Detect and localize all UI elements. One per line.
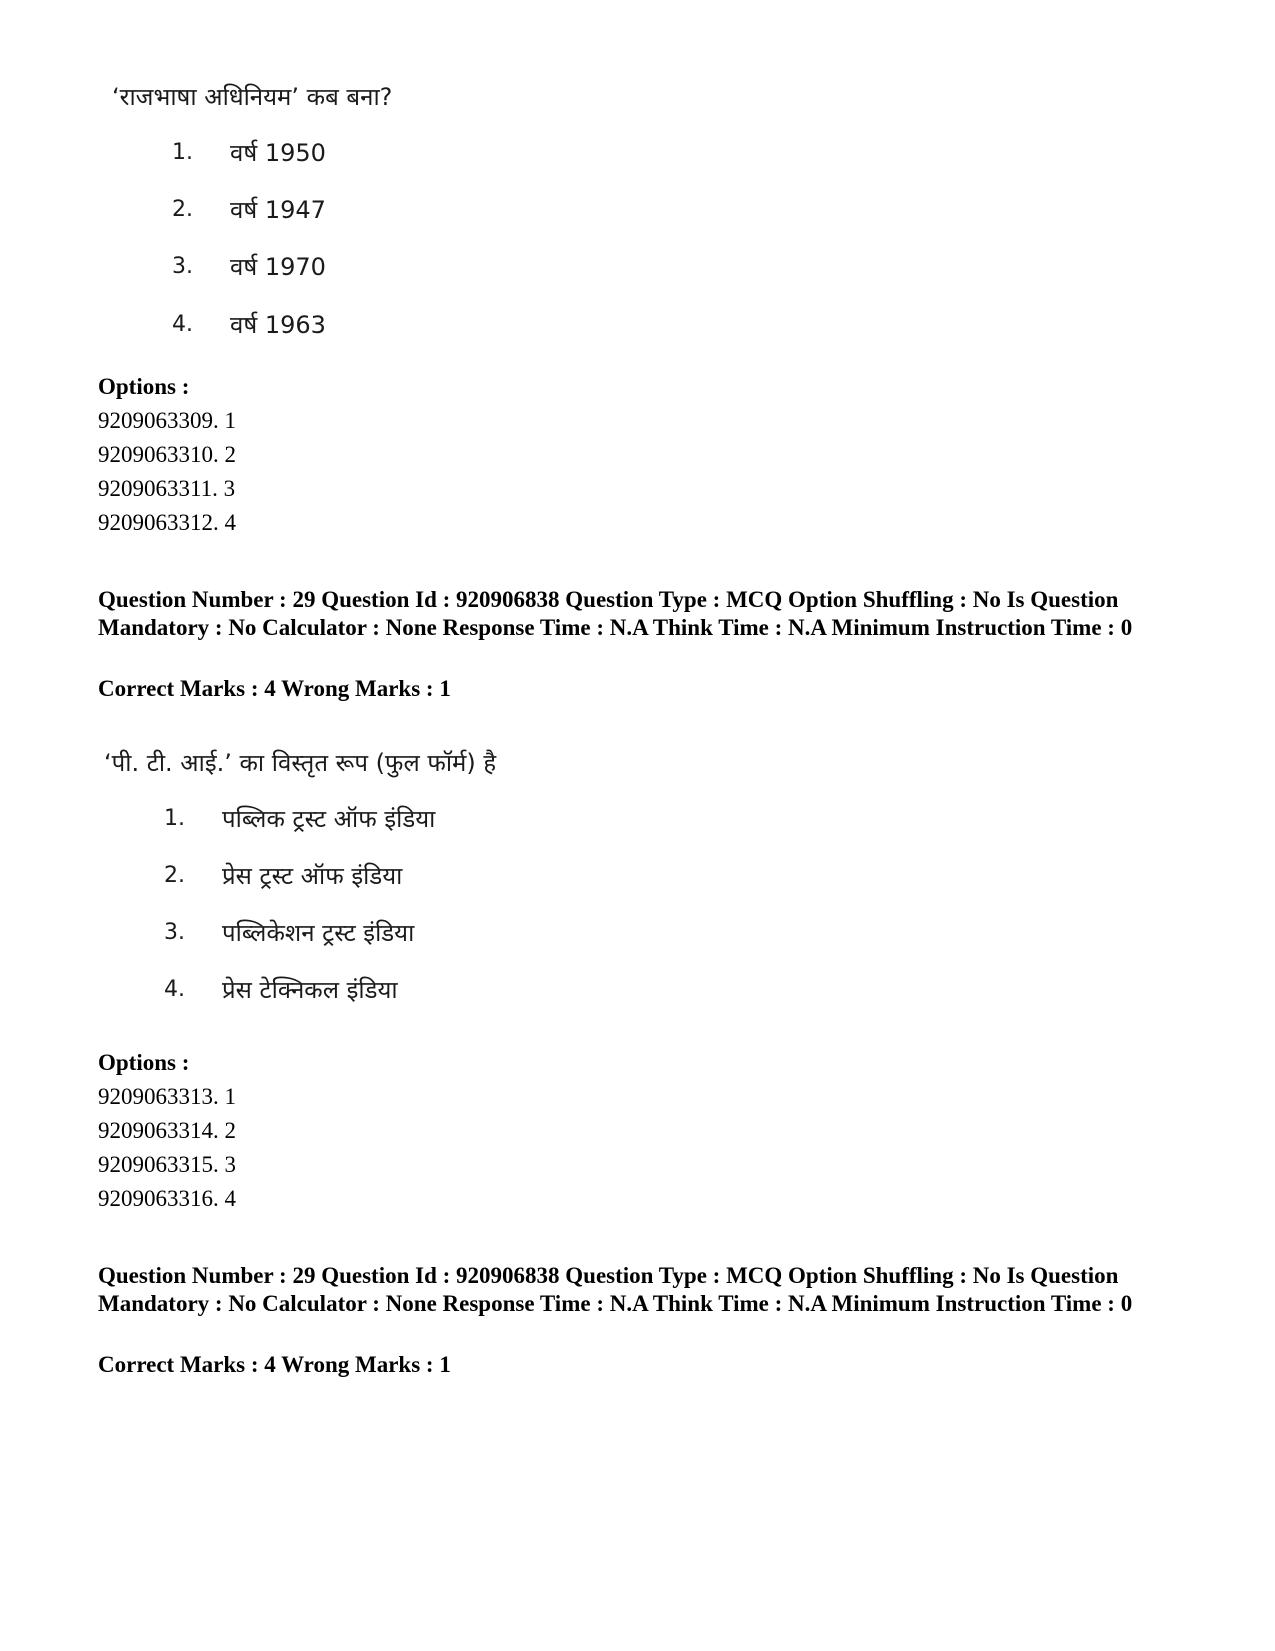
option-item: 9209063310. 2: [98, 442, 236, 467]
choice-text: वर्ष 1963: [230, 311, 326, 339]
option-item: 9209063311. 3: [98, 476, 236, 501]
marks-info: Correct Marks : 4 Wrong Marks : 1: [98, 1352, 451, 1377]
choice-item: [164, 916, 564, 950]
choice-text: वर्ष 1970: [230, 253, 326, 281]
option-item: 9209063316. 4: [98, 1186, 236, 1211]
option-item: 9209063312. 4: [98, 510, 236, 535]
options-label: Options :: [98, 1050, 190, 1075]
choice-text: प्रेस टेक्निकल इंडिया: [222, 976, 398, 1004]
options-label: Options :: [98, 374, 190, 399]
choice-number: 4.: [164, 977, 185, 1002]
choice-item: [164, 859, 564, 893]
choice-item: [164, 973, 564, 1007]
question-image-1: [0, 0, 1275, 360]
choice-number: 2.: [164, 863, 185, 888]
choice-item: [164, 802, 564, 836]
question-meta: Question Number : 29 Question Id : 920906838 Question Type : MCQ Option Shuffling : No Is Question Mandatory : No Calculator : None Response Time : N.A Think Time : N.A Minimum Instruction Time : 0: [98, 587, 1133, 640]
question-text: ‘राजभाषा अधिनियम’ कब बना?: [112, 83, 393, 111]
choice-number: 1.: [164, 806, 185, 831]
choice-text: वर्ष 1950: [230, 139, 326, 167]
choice-text: प्रेस ट्रस्ट ऑफ इंडिया: [222, 862, 403, 890]
question-image-2: [0, 730, 1275, 1030]
question-meta: Question Number : 29 Question Id : 920906838 Question Type : MCQ Option Shuffling : No Is Question Mandatory : No Calculator : None Response Time : N.A Think Time : N.A Minimum Instruction Time : 0: [98, 1263, 1133, 1316]
choice-item: [172, 136, 472, 170]
choice-number: 2.: [172, 197, 193, 222]
choice-number: 3.: [164, 920, 185, 945]
choice-item: [172, 308, 472, 342]
question-text: ‘पी. टी. आई.’ का विस्तृत रूप (फुल फॉर्म) है: [104, 749, 497, 777]
option-item: 9209063313. 1: [98, 1084, 236, 1109]
option-item: 9209063309. 1: [98, 408, 236, 433]
choice-item: [172, 250, 472, 284]
choice-text: वर्ष 1947: [230, 196, 326, 224]
choice-text: पब्लिकेशन ट्रस्ट इंडिया: [222, 919, 415, 947]
marks-info: Correct Marks : 4 Wrong Marks : 1: [98, 676, 451, 701]
choice-text: पब्लिक ट्रस्ट ऑफ इंडिया: [222, 805, 436, 833]
choice-number: 3.: [172, 254, 193, 279]
choice-number: 4.: [172, 312, 193, 337]
choice-item: [172, 193, 472, 227]
choice-number: 1.: [172, 140, 193, 165]
option-item: 9209063315. 3: [98, 1152, 236, 1177]
option-item: 9209063314. 2: [98, 1118, 236, 1143]
